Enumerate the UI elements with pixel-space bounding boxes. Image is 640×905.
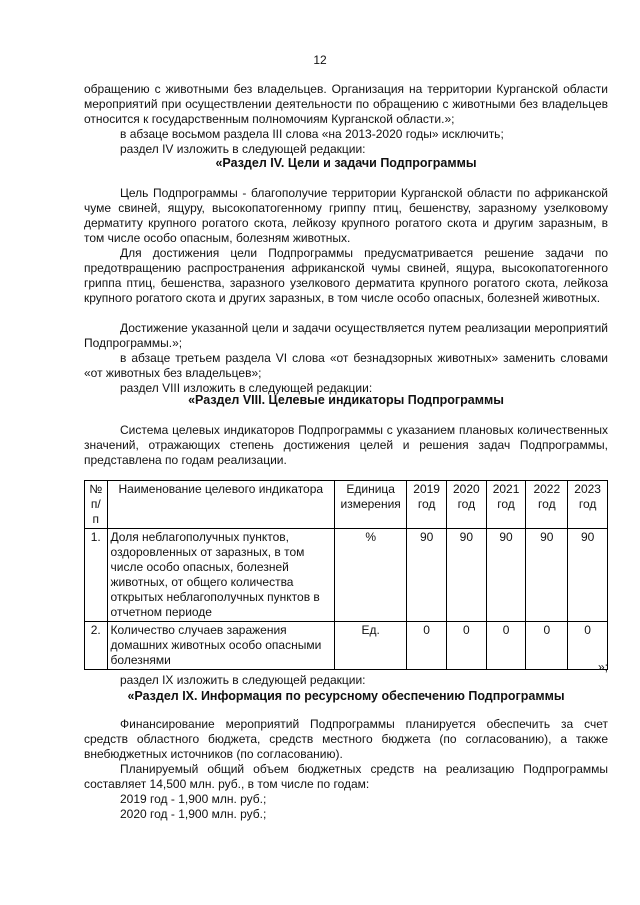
- row-value-2023: 90: [568, 529, 608, 622]
- row-value-2023: 0: [568, 622, 608, 670]
- page-number: 12: [313, 53, 327, 67]
- row-value-2020: 0: [446, 622, 486, 670]
- system-paragraph: Система целевых индикаторов Подпрограммы с указанием плановых количественных значений, отражающих степень достижения целей и решения задач Подпрограммы, представлена по годам реализации.: [84, 423, 608, 467]
- header-2020: 2020 год: [446, 481, 486, 529]
- section-8-heading: «Раздел VIII. Целевые индикаторы Подпрограммы: [188, 393, 504, 407]
- table-closing-quote: »;: [597, 660, 608, 674]
- achievement-paragraph: Достижение указанной цели и задачи осуществляется путем реализации мероприятий Подпрограммы.»;: [84, 321, 608, 350]
- header-2021: 2021 год: [486, 481, 526, 529]
- row-value-2022: 0: [526, 622, 568, 670]
- header-unit: Единица измерения: [335, 481, 407, 529]
- row-unit: %: [335, 529, 407, 622]
- section-9-heading: «Раздел IX. Информация по ресурсному обеспечению Подпрограммы: [127, 689, 565, 703]
- table-row: [85, 529, 608, 622]
- year-2019-line: 2019 год - 1,900 млн. руб.;: [120, 792, 267, 806]
- table-header-row: [85, 481, 608, 529]
- header-2019: 2019 год: [407, 481, 447, 529]
- amendment-section-6: в абзаце третьем раздела VI слова «от безнадзорных животных» заменить словами «от животных без владельцев»; раздел VIII изложить в следующей редакции:: [84, 351, 608, 395]
- volume-paragraph: Планируемый общий объем бюджетных средств на реализацию Подпрограммы составляет 14,500 млн. руб., в том числе по годам: 2019 год - 1,900 млн. руб.; 2020 год - 1,900 млн. руб.;: [84, 762, 608, 821]
- header-2022: 2022 год: [526, 481, 568, 529]
- header-name: Наименование целевого индикатора: [107, 481, 335, 529]
- row-value-2022: 90: [526, 529, 568, 622]
- row-indicator-name: Количество случаев заражения домашних животных особо опасными болезнями: [107, 622, 335, 670]
- goal-paragraph: Цель Подпрограммы - благополучие территории Курганской области по африканской чуме свиней, ящуру, высокопатогенному гриппу птиц, бешенству, заразному узелковому дерматиту крупного рогатого скота, лейкозу крупного рогатого скота и другим заразным, в том числе особо опасным, болезням животных.: [84, 186, 608, 245]
- row-value-2019: 90: [407, 529, 447, 622]
- amendment-section-3: в абзаце восьмом раздела III слова «на 2013-2020 годы» исключить; раздел IV изложить в следующей редакции:: [120, 127, 504, 156]
- top-paragraph: обращению с животными без владельцев. Организация на территории Курганской области мероприятий при осуществлении деятельности по обращению с животными без владельцев относится к государственным полномочиям Курганской области.»;: [84, 82, 608, 126]
- row-indicator-name: Доля неблагополучных пунктов, оздоровленных от заразных, в том числе особо опасных, болезней животных, от общего количества открытых неблагополучных пунктов в отчетном периоде: [107, 529, 335, 622]
- row-value-2019: 0: [407, 622, 447, 670]
- row-num: 2.: [85, 622, 108, 670]
- row-num: 1.: [85, 529, 108, 622]
- header-num: № п/п: [85, 481, 108, 529]
- row-unit: Ед.: [335, 622, 407, 670]
- row-value-2021: 90: [486, 529, 526, 622]
- financing-paragraph: Финансирование мероприятий Подпрограммы планируется обеспечить за счет средств областного бюджета, средств местного бюджета (по согласованию), а также внебюджетных источников (по согласованию).: [84, 717, 608, 761]
- year-2020-line: 2020 год - 1,900 млн. руб.;: [120, 807, 267, 821]
- amendment-section-9: раздел IX изложить в следующей редакции:: [120, 673, 366, 687]
- tasks-paragraph: Для достижения цели Подпрограммы предусматривается решение задачи по предотвращению распространения африканской чумы свиней, ящура, высокопатогенного гриппа птиц, бешенства, заразного узелкового дерматита крупного рогатого скота, лейкоза крупного рогатого скота и других заразных, в том числе особо опасных, болезней животных.: [84, 246, 608, 305]
- section-4-heading: «Раздел IV. Цели и задачи Подпрограммы: [215, 156, 477, 170]
- indicators-table: [84, 480, 608, 670]
- header-2023: 2023 год: [568, 481, 608, 529]
- row-value-2020: 90: [446, 529, 486, 622]
- row-value-2021: 0: [486, 622, 526, 670]
